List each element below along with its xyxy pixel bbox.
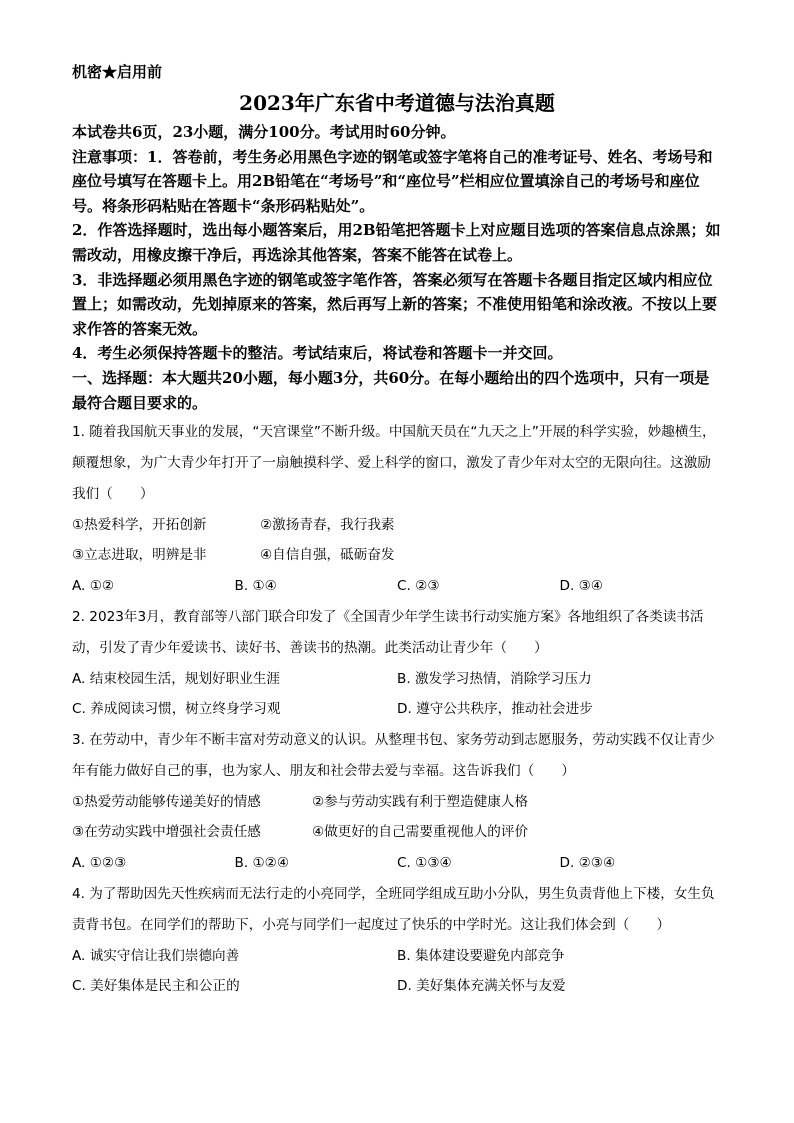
question-stem: 1. 随着我国航天事业的发展，“天宫课堂”不断升级。中国航天员在“九天之上”开展的科学实验，妙趣横生，颠覆想象，为广大青少年打开了一扇触摸科学、爱上科学的窗口，激发了青少年对太空的无限向往。这激励我们（ ）	[72, 424, 716, 502]
instruction-line: 本试卷共6页，23小题，满分100分。考试用时60分钟。	[72, 123, 456, 141]
question-1	[72, 417, 722, 602]
option-b: B. ①④	[234, 578, 277, 595]
question-2	[72, 602, 722, 725]
statement-row	[72, 540, 722, 571]
statement-row	[72, 787, 722, 818]
option-c: C. ①③④	[397, 855, 452, 872]
option-c: C. ②③	[397, 578, 440, 595]
option-row	[72, 941, 722, 972]
option-row	[72, 971, 722, 1002]
option-c: C. 养成阅读习惯，树立终身学习观	[72, 701, 281, 718]
statement: ③立志进取，明辨是非	[72, 547, 207, 564]
question-4	[72, 879, 722, 1002]
statement: ③在劳动实践中增强社会责任感	[72, 824, 261, 841]
statement: ①热爱科学，开拓创新	[72, 516, 207, 533]
option-c: C. 美好集体是民主和公正的	[72, 978, 240, 995]
option-a: A. 结束校园生活，规划好职业生涯	[72, 670, 281, 687]
option-a: A. 诚实守信让我们崇德向善	[72, 947, 240, 964]
option-d: D. ②③④	[559, 855, 616, 872]
statement: ①热爱劳动能够传递美好的情感	[72, 793, 261, 810]
option-row	[72, 664, 722, 695]
instruction-line: 注意事项：1．答卷前，考生务必用黑色字迹的钢笔或签字笔将自己的准考证号、姓名、考场号和座位号填写在答题卡上。用2B铅笔在“考场号”和“座位号”栏相应位置填涂自己的考场号和座位号。将条形码粘贴在答题卡“条形码粘贴处”。	[72, 147, 713, 215]
option-d: D. 遵守公共秩序，推动社会进步	[397, 701, 593, 718]
statement: ②激扬青春，我行我素	[260, 516, 395, 533]
option-a: A. ①②	[72, 578, 115, 595]
question-stem: 3. 在劳动中，青少年不断丰富对劳动意义的认识。从整理书包、家务劳动到志愿服务，劳动实践不仅让青少年有能力做好自己的事，也为家人、朋友和社会带去爱与幸福。这告诉我们（ ）	[72, 732, 715, 779]
option-b: B. ①②④	[234, 855, 290, 872]
confidential-label: 机密★启用前	[72, 63, 163, 81]
option-d: D. 美好集体充满关怀与友爱	[397, 978, 566, 995]
question-stem: 2. 2023年3月，教育部等八部门联合印发了《全国青少年学生读书行动实施方案》各地组织了各类读书活动，引发了青少年爱读书、读好书、善读书的热潮。此类活动让青少年（ ）	[72, 608, 704, 656]
option-row	[72, 694, 722, 725]
statement-row	[72, 817, 722, 848]
exam-instructions	[72, 120, 722, 415]
page-title: 2023年广东省中考道德与法治真题	[239, 91, 555, 115]
statement-row	[72, 510, 722, 541]
exam-page	[72, 60, 722, 1002]
option-row	[72, 848, 722, 879]
option-b: B. 激发学习热情，消除学习压力	[397, 670, 592, 687]
option-d: D. ③④	[559, 578, 603, 595]
option-a: A. ①②③	[72, 855, 127, 872]
statement: ④做更好的自己需要重视他人的评价	[312, 824, 529, 841]
instruction-line: 4．考生必须保持答题卡的整洁。考试结束后，将试卷和答题卡一并交回。	[72, 344, 563, 363]
instruction-line: 2．作答选择题时，选出每小题答案后，用2B铅笔把答题卡上对应题目选项的答案信息点涂黑；如需改动，用橡皮擦干净后，再选涂其他答案，答案不能答在试卷上。	[72, 221, 721, 264]
option-b: B. 集体建设要避免内部竞争	[397, 947, 565, 964]
question-3	[72, 725, 722, 879]
option-row	[72, 571, 722, 602]
statement: ④自信自强，砥砺奋发	[260, 547, 395, 564]
question-stem: 4. 为了帮助因先天性疾病而无法行走的小亮同学，全班同学组成互助小分队，男生负责背他上下楼，女生负责背书包。在同学们的帮助下，小亮与同学们一起度过了快乐的中学时光。这让我们体会到（ ）	[72, 886, 715, 933]
instruction-line: 3．非选择题必须用黑色字迹的钢笔或签字笔作答，答案必须写在答题卡各题目指定区域内相应位置上；如需改动，先划掉原来的答案，然后再写上新的答案；不准使用铅笔和涂改液。不按以上要求作答的答案无效。	[72, 270, 718, 338]
section-heading: 一、选择题：本大题共20小题，每小题3分，共60分。在每小题给出的四个选项中，只有一项是最符合题目要求的。	[72, 368, 710, 412]
statement: ②参与劳动实践有利于塑造健康人格	[312, 793, 529, 810]
